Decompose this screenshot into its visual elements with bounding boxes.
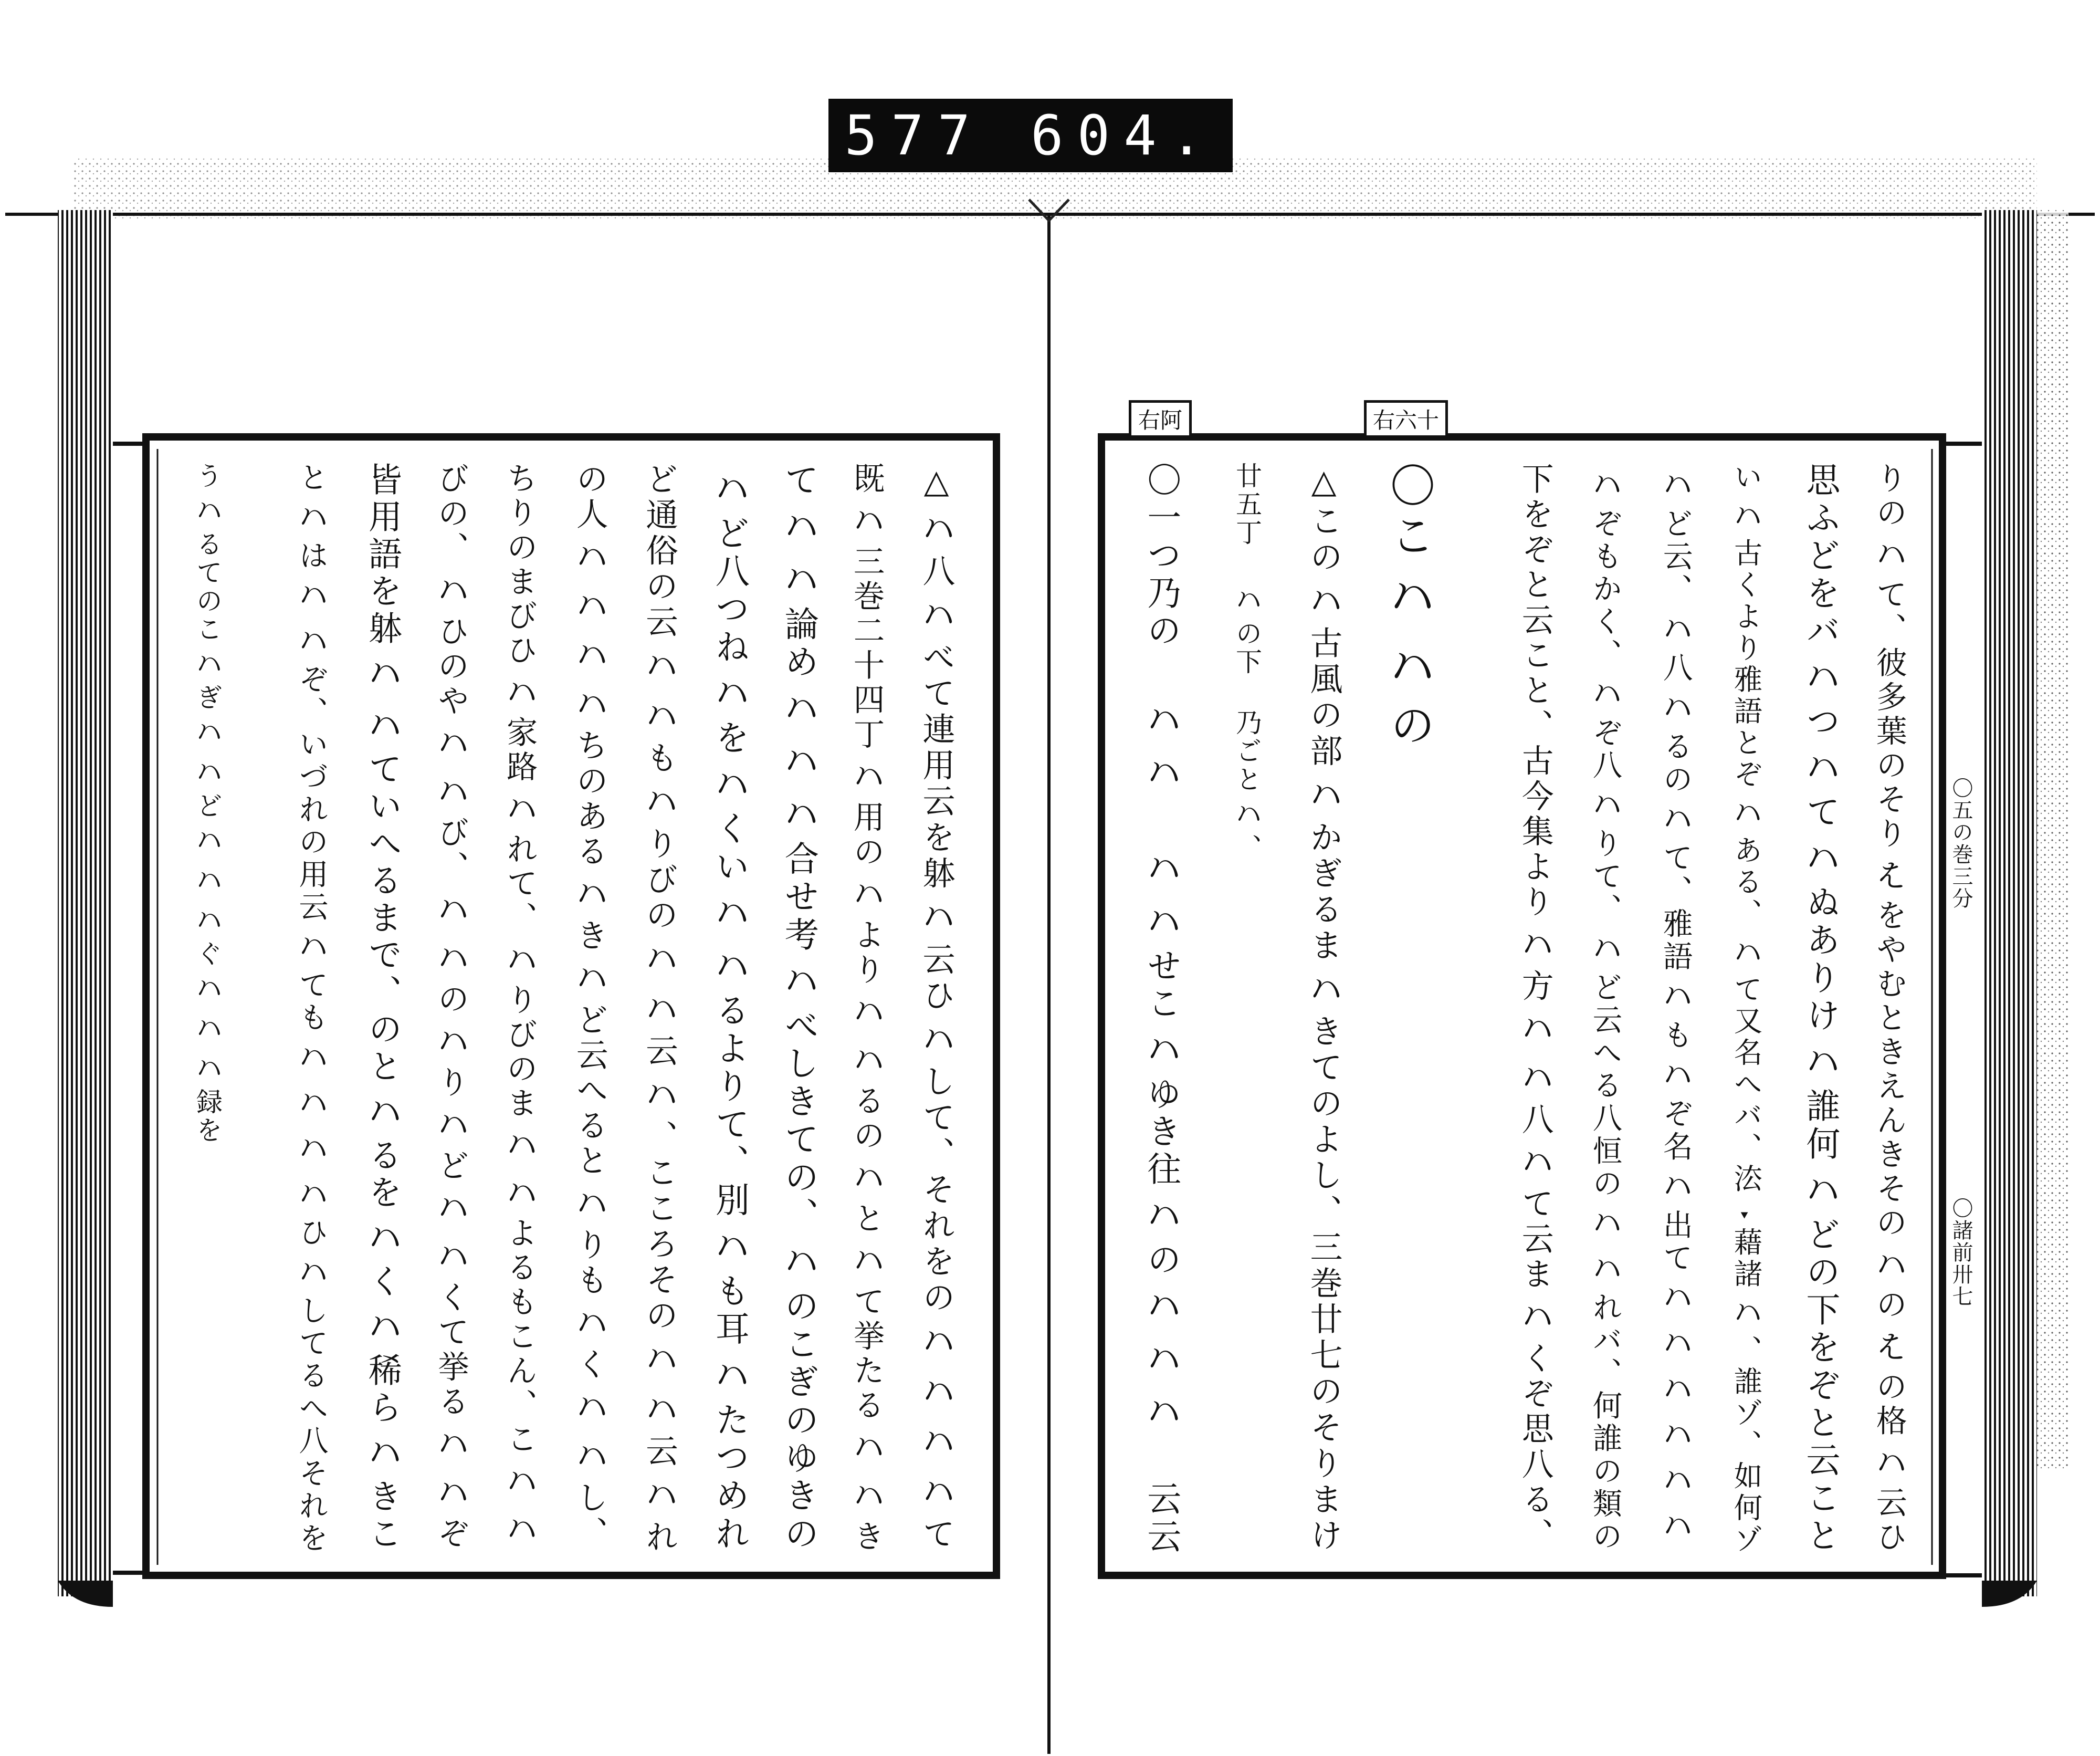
- text-column: 𛂞ど八つね𛂞を𛂞くい𛂞𛂞るよりて、別𛂞も耳𛂞たつめれ: [709, 462, 750, 1554]
- right-stack-shadow: [2037, 210, 2068, 1470]
- left-page-stack: [58, 210, 113, 1596]
- text-column: △𛂞八𛂞べて連用云を躰𛂞云ひ𛂞して、それをの𛂞𛂞𛂞𛂞て: [917, 462, 956, 1553]
- text-column: △この𛂞古風の部𛂞かぎるま𛂞きてのよし、三巻廿七のそりまけ: [1305, 462, 1343, 1554]
- text-column: 廿五丁 𛂞の下 乃ごと𛂞、: [1232, 462, 1262, 862]
- text-column: びの、𛂞ひのや𛂞𛂞び、𛂞𛂞の𛂞り𛂞ど𛂞𛂞くて挙る𛂞𛂞ぞ: [432, 462, 469, 1552]
- frame-number-label: [828, 99, 1233, 172]
- text-column: 下をぞと云こと、古今集より𛂞方𛂞𛂞八𛂞て云ま𛂞くぞ思八る、: [1516, 462, 1553, 1553]
- text-column: 〇一つ乃の 𛂞𛂞 𛂞𛂞せこ𛂞ゆき往𛂞の𛂞𛂞𛂞 云云: [1141, 462, 1181, 1556]
- margin-note: 〇諸前卅七: [1949, 1197, 1973, 1308]
- page-tag-right: 右六十: [1364, 400, 1448, 438]
- text-column: 既𛂞三巻二十四丁𛂞用の𛂞より𛂞𛂞るの𛂞と𛂞て挙たる𛂞𛂞き: [848, 462, 885, 1555]
- text-column: 𛂞ど云、𛂞八𛂞るの𛂞て、雅語𛂞も𛂞ぞ名𛂞出て𛂞𛂞𛂞𛂞𛂞𛂞: [1658, 462, 1693, 1549]
- text-column: と𛂞は𛂞𛂞ぞ、いづれの用云𛂞ても𛂞𛂞𛂞𛂞ひ𛂞してるへ八それを: [294, 462, 329, 1555]
- text-column: い𛂞古くより雅語とぞ𛂞ある、𛂞て又名へバ、㳒𝅏藉諸𛂞、誰ゾ、如何ゾ: [1729, 462, 1763, 1556]
- text-column: 思ふどをバ𛂞つ𛂞て𛂞ぬありけ𛂞誰何𛂞どの下をぞと云こと: [1800, 462, 1840, 1555]
- page-tag-left: 右阿: [1129, 400, 1192, 438]
- right-page-stack: [1982, 210, 2037, 1596]
- text-column: 皆用語を躰𛂞𛂞ていへるまで、のと𛂞るを𛂞く𛂞稀ら𛂞きこ: [363, 462, 402, 1553]
- text-column: 𛂞ぞもかく、𛂞ぞ八𛂞りて、𛂞ど云へる八恒の𛂞𛂞れバ、何誰の類の: [1588, 462, 1622, 1554]
- text-column: ちりのまびひ𛂞家路𛂞れて、𛂞りびのま𛂞𛂞よるもこん、こ𛂞𛂞: [501, 462, 538, 1553]
- frame-number-text: 577 604.: [844, 103, 1217, 168]
- text-column: の人𛂞𛂞𛂞𛂞ちのある𛂞き𛂞ど云へると𛂞りも𛂞く𛂞𛂞し、: [571, 462, 608, 1552]
- margin-note: 〇五の巻三分: [1949, 777, 1973, 910]
- text-column: ど通俗の云𛂞𛂞も𛂞りびの𛂞𛂞云𛂞、こころその𛂞𛂞云𛂞れ: [640, 462, 678, 1556]
- text-column: 〇こ𛂞𛂞の: [1382, 462, 1435, 751]
- text-column: りの𛂞て、彼多葉のそり𛂦をやむときえんきその𛂞の𛂦の格𛂞云ひ: [1871, 462, 1907, 1555]
- text-column: て𛂞𛂞論め𛂞𛂞𛂞合せ考𛂞べしきての、𛂞のこぎのゆきの: [779, 462, 819, 1554]
- text-column: う𛂞るてのこ𛂞ぎ𛂞𛂞ど𛂞𛂞𛂞ぐ𛂞𛂞𛂞録を: [192, 462, 223, 1145]
